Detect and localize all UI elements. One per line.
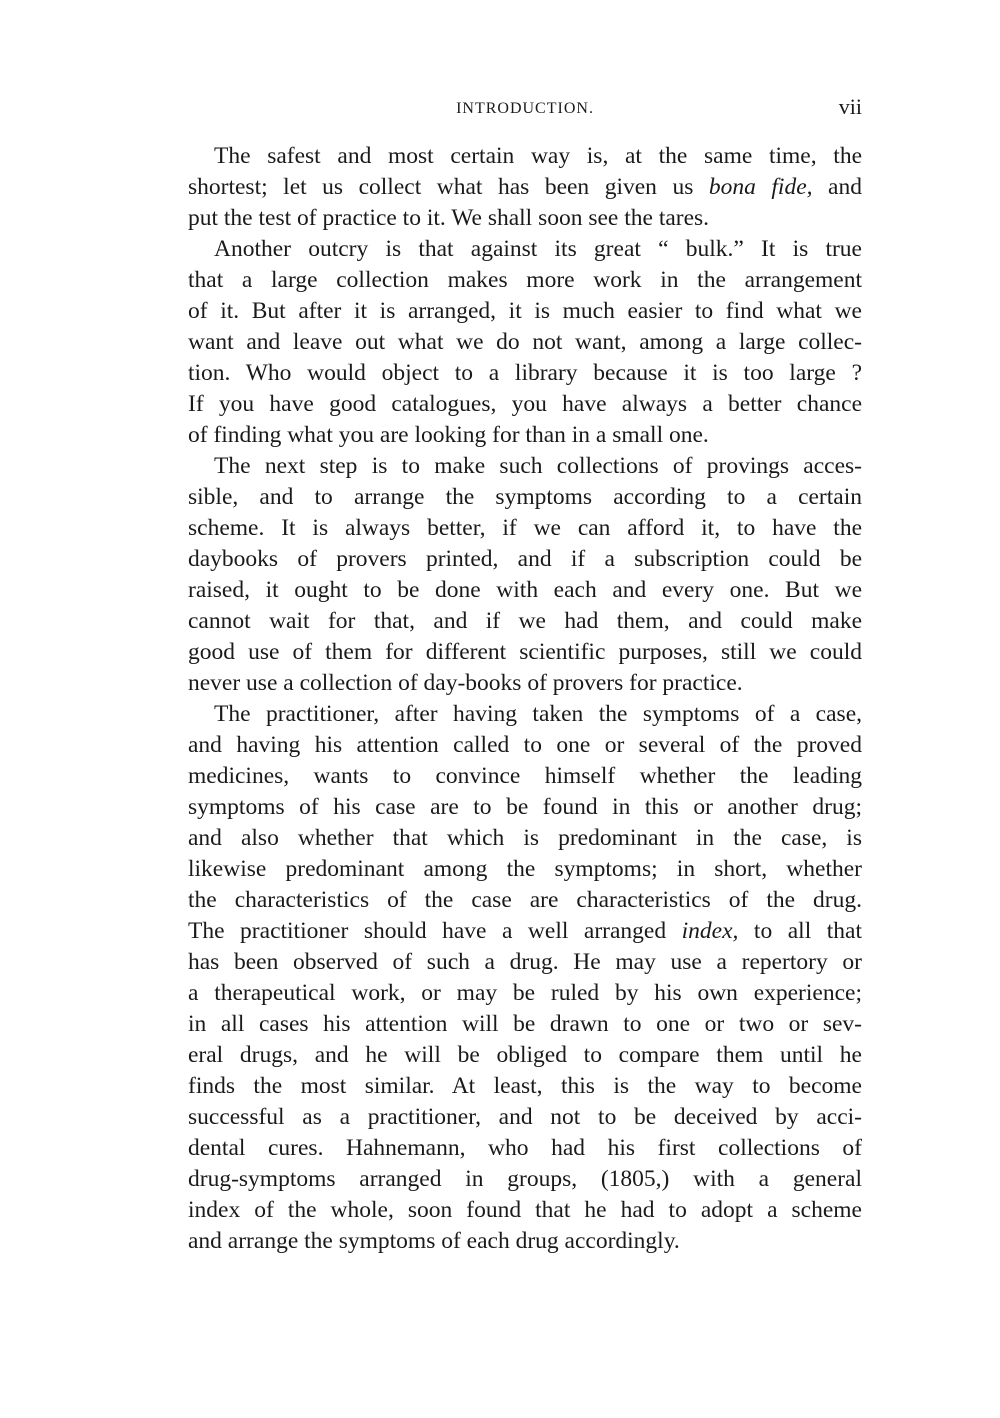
text-line <box>188 668 862 699</box>
text-segment: The practitioner should have a well arranged <box>188 918 682 944</box>
text-line <box>188 699 862 730</box>
text-line <box>188 730 862 761</box>
text-line <box>188 1009 862 1040</box>
paragraph <box>188 141 862 234</box>
italic-text: index, <box>681 918 739 944</box>
text-line <box>188 792 862 823</box>
text-line <box>188 916 862 947</box>
text-segment: shortest; let us collect what has been given us <box>188 174 709 200</box>
italic-text: bona fide, <box>708 174 813 200</box>
text-segment: The practitioner, after having taken the symptoms of a case, <box>214 701 862 727</box>
text-segment: that a large collection makes more work in the arrangement <box>188 267 862 293</box>
text-segment: eral drugs, and he will be obliged to compare them until he <box>188 1042 862 1068</box>
text-segment: to all that <box>738 918 862 944</box>
text-segment: raised, it ought to be done with each and every one. But we <box>188 577 862 603</box>
text-segment: daybooks of provers printed, and if a subscription could be <box>188 546 862 572</box>
text-line <box>188 947 862 978</box>
text-segment: in all cases his attention will be drawn to one or two or sev- <box>188 1011 862 1037</box>
text-line <box>188 1040 862 1071</box>
text-segment: If you have good catalogues, you have always a better chance <box>188 391 862 417</box>
text-line <box>188 1133 862 1164</box>
text-segment: successful as a practitioner, and not to be deceived by acci- <box>188 1104 862 1130</box>
text-segment: and also whether that which is predominant in the case, is <box>188 825 862 851</box>
text-line <box>188 885 862 916</box>
text-segment: likewise predominant among the symptoms; in short, whether <box>188 856 862 882</box>
text-segment: tion. Who would object to a library because it is too large ? <box>188 360 862 386</box>
text-line <box>188 420 862 451</box>
text-segment: finds the most similar. At least, this is the way to become <box>188 1073 862 1099</box>
running-title: INTRODUCTION. <box>456 100 594 117</box>
text-line <box>188 1164 862 1195</box>
text-segment: medicines, wants to convince himself whether the leading <box>188 763 862 789</box>
text-line <box>188 234 862 265</box>
text-segment: and arrange the symptoms of each drug accordingly. <box>188 1228 680 1254</box>
text-line <box>188 978 862 1009</box>
text-line <box>188 482 862 513</box>
text-line <box>188 513 862 544</box>
text-segment: symptoms of his case are to be found in this or another drug; <box>188 794 862 820</box>
text-segment: never use a collection of day-books of provers for practice. <box>188 670 743 696</box>
text-line <box>188 1226 862 1257</box>
text-line <box>188 1195 862 1226</box>
text-line <box>188 823 862 854</box>
body-text <box>188 141 862 1257</box>
text-segment: put the test of practice to it. We shall soon see the tares. <box>188 205 710 231</box>
text-segment: sible, and to arrange the symptoms according to a certain <box>188 484 862 510</box>
text-segment: dental cures. Hahnemann, who had his first collections of <box>188 1135 862 1161</box>
text-line <box>188 389 862 420</box>
paragraph <box>188 699 862 1257</box>
text-line <box>188 761 862 792</box>
text-segment: the characteristics of the case are characteristics of the drug. <box>188 887 862 913</box>
paragraph <box>188 234 862 451</box>
text-line <box>188 327 862 358</box>
text-line <box>188 854 862 885</box>
paragraph <box>188 451 862 699</box>
text-segment: scheme. It is always better, if we can afford it, to have the <box>188 515 862 541</box>
text-segment: a therapeutical work, or may be ruled by his own experience; <box>188 980 862 1006</box>
text-line <box>188 203 862 234</box>
text-segment: Another outcry is that against its great “ bulk.” It is true <box>214 236 862 262</box>
text-segment: cannot wait for that, and if we had them, and could make <box>188 608 862 634</box>
text-line <box>188 1071 862 1102</box>
text-segment: of finding what you are looking for than in a small one. <box>188 422 709 448</box>
text-line <box>188 296 862 327</box>
running-header <box>188 94 862 124</box>
text-segment: The next step is to make such collections of provings acces- <box>214 453 862 479</box>
text-segment: of it. But after it is arranged, it is much easier to find what we <box>188 298 862 324</box>
text-segment: has been observed of such a drug. He may use a repertory or <box>188 949 862 975</box>
text-line <box>188 637 862 668</box>
text-line <box>188 575 862 606</box>
text-line <box>188 265 862 296</box>
text-segment: want and leave out what we do not want, among a large collec- <box>188 329 862 355</box>
text-line <box>188 1102 862 1133</box>
text-line <box>188 172 862 203</box>
text-segment: The safest and most certain way is, at the same time, the <box>214 143 862 169</box>
text-segment: index of the whole, soon found that he had to adopt a scheme <box>188 1197 862 1223</box>
text-segment: good use of them for different scientific purposes, still we could <box>188 639 862 665</box>
text-line <box>188 141 862 172</box>
text-segment: drug-symptoms arranged in groups, (1805,) with a general <box>188 1166 862 1192</box>
text-line <box>188 451 862 482</box>
text-segment: and having his attention called to one or several of the proved <box>188 732 862 758</box>
text-segment: and <box>812 174 862 200</box>
page-number: vii <box>838 94 862 119</box>
text-line <box>188 606 862 637</box>
text-line <box>188 544 862 575</box>
text-line <box>188 358 862 389</box>
